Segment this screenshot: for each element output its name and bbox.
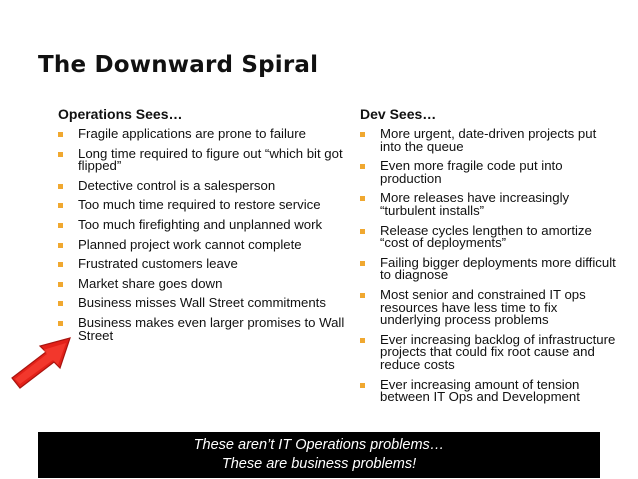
list-item xyxy=(360,128,620,153)
list-item-text: More urgent, date-driven projects put into the queue xyxy=(380,126,597,154)
list-item xyxy=(360,331,620,372)
bullet-icon xyxy=(360,383,365,388)
dev-list xyxy=(360,128,620,404)
conclusion-banner xyxy=(38,432,600,478)
bullet-icon xyxy=(58,301,63,306)
operations-heading: Operations Sees… xyxy=(58,106,183,122)
list-item-text: Too much time required to restore service xyxy=(78,197,321,213)
list-item-text: Detective control is a salesperson xyxy=(78,177,276,193)
bullet-icon xyxy=(360,132,365,137)
bullet-icon xyxy=(360,164,365,169)
list-item-text: Release cycles lengthen to amortize “cost of deployments” xyxy=(380,222,592,251)
bullet-icon xyxy=(58,243,63,248)
list-item-text: Most senior and constrained IT ops resources have less time to fix underlying process problems xyxy=(380,286,586,328)
bullet-icon xyxy=(58,262,63,267)
bullet-icon xyxy=(58,152,63,157)
bullet-icon xyxy=(360,293,365,298)
list-item-text: Long time required to figure out “which bit got flipped” xyxy=(78,145,343,174)
list-item-text: Market share goes down xyxy=(78,275,223,291)
bullet-icon xyxy=(58,132,63,137)
list-item-text: More releases have increasingly “turbulent installs” xyxy=(380,190,570,218)
list-item xyxy=(58,216,348,232)
bullet-icon xyxy=(58,282,63,287)
bullet-icon xyxy=(360,338,365,343)
list-item xyxy=(58,314,348,343)
dev-heading: Dev Sees… xyxy=(360,106,437,122)
list-item xyxy=(360,376,620,405)
list-item xyxy=(360,222,620,251)
operations-column xyxy=(58,106,348,349)
bullet-icon xyxy=(58,184,63,189)
red-arrow-icon xyxy=(6,330,76,390)
list-item-text: Ever increasing backlog of infrastructure projects that could fix root cause and reduce costs xyxy=(380,331,616,372)
list-item-text: Too much firefighting and unplanned work xyxy=(78,216,323,232)
list-item-text: Planned project work cannot complete xyxy=(78,236,302,252)
bullet-icon xyxy=(58,223,63,228)
bullet-icon xyxy=(58,321,63,326)
bullet-icon xyxy=(360,229,365,234)
bullet-icon xyxy=(58,203,63,208)
operations-list xyxy=(58,128,348,342)
list-item-text: Business misses Wall Street commitments xyxy=(78,295,326,311)
list-item xyxy=(360,160,620,185)
list-item xyxy=(58,275,348,291)
list-item-text: Business makes even larger promises to Wall Street xyxy=(78,314,345,343)
slide-title: The Downward Spiral xyxy=(38,52,319,78)
list-item-text: Failing bigger deployments more difficult to diagnose xyxy=(380,254,616,283)
list-item-text: Even more fragile code put into production xyxy=(380,158,563,186)
banner-line-1: These aren’t IT Operations problems… xyxy=(193,437,445,453)
banner-line-2: These are business problems! xyxy=(221,456,417,472)
list-item xyxy=(360,286,620,328)
list-item xyxy=(58,258,348,271)
list-item xyxy=(58,236,348,252)
bullet-icon xyxy=(360,196,365,201)
list-item xyxy=(58,145,348,174)
dev-column xyxy=(360,106,620,411)
list-item xyxy=(58,128,348,141)
list-item-text: Ever increasing amount of tension between IT Ops and Development xyxy=(380,376,580,405)
list-item xyxy=(360,254,620,283)
bullet-icon xyxy=(360,261,365,266)
list-item xyxy=(58,297,348,310)
list-item-text: Frustrated customers leave xyxy=(78,256,238,272)
list-item xyxy=(360,192,620,217)
list-item xyxy=(58,177,348,193)
list-item-text: Fragile applications are prone to failure xyxy=(78,126,306,141)
list-item xyxy=(58,199,348,212)
